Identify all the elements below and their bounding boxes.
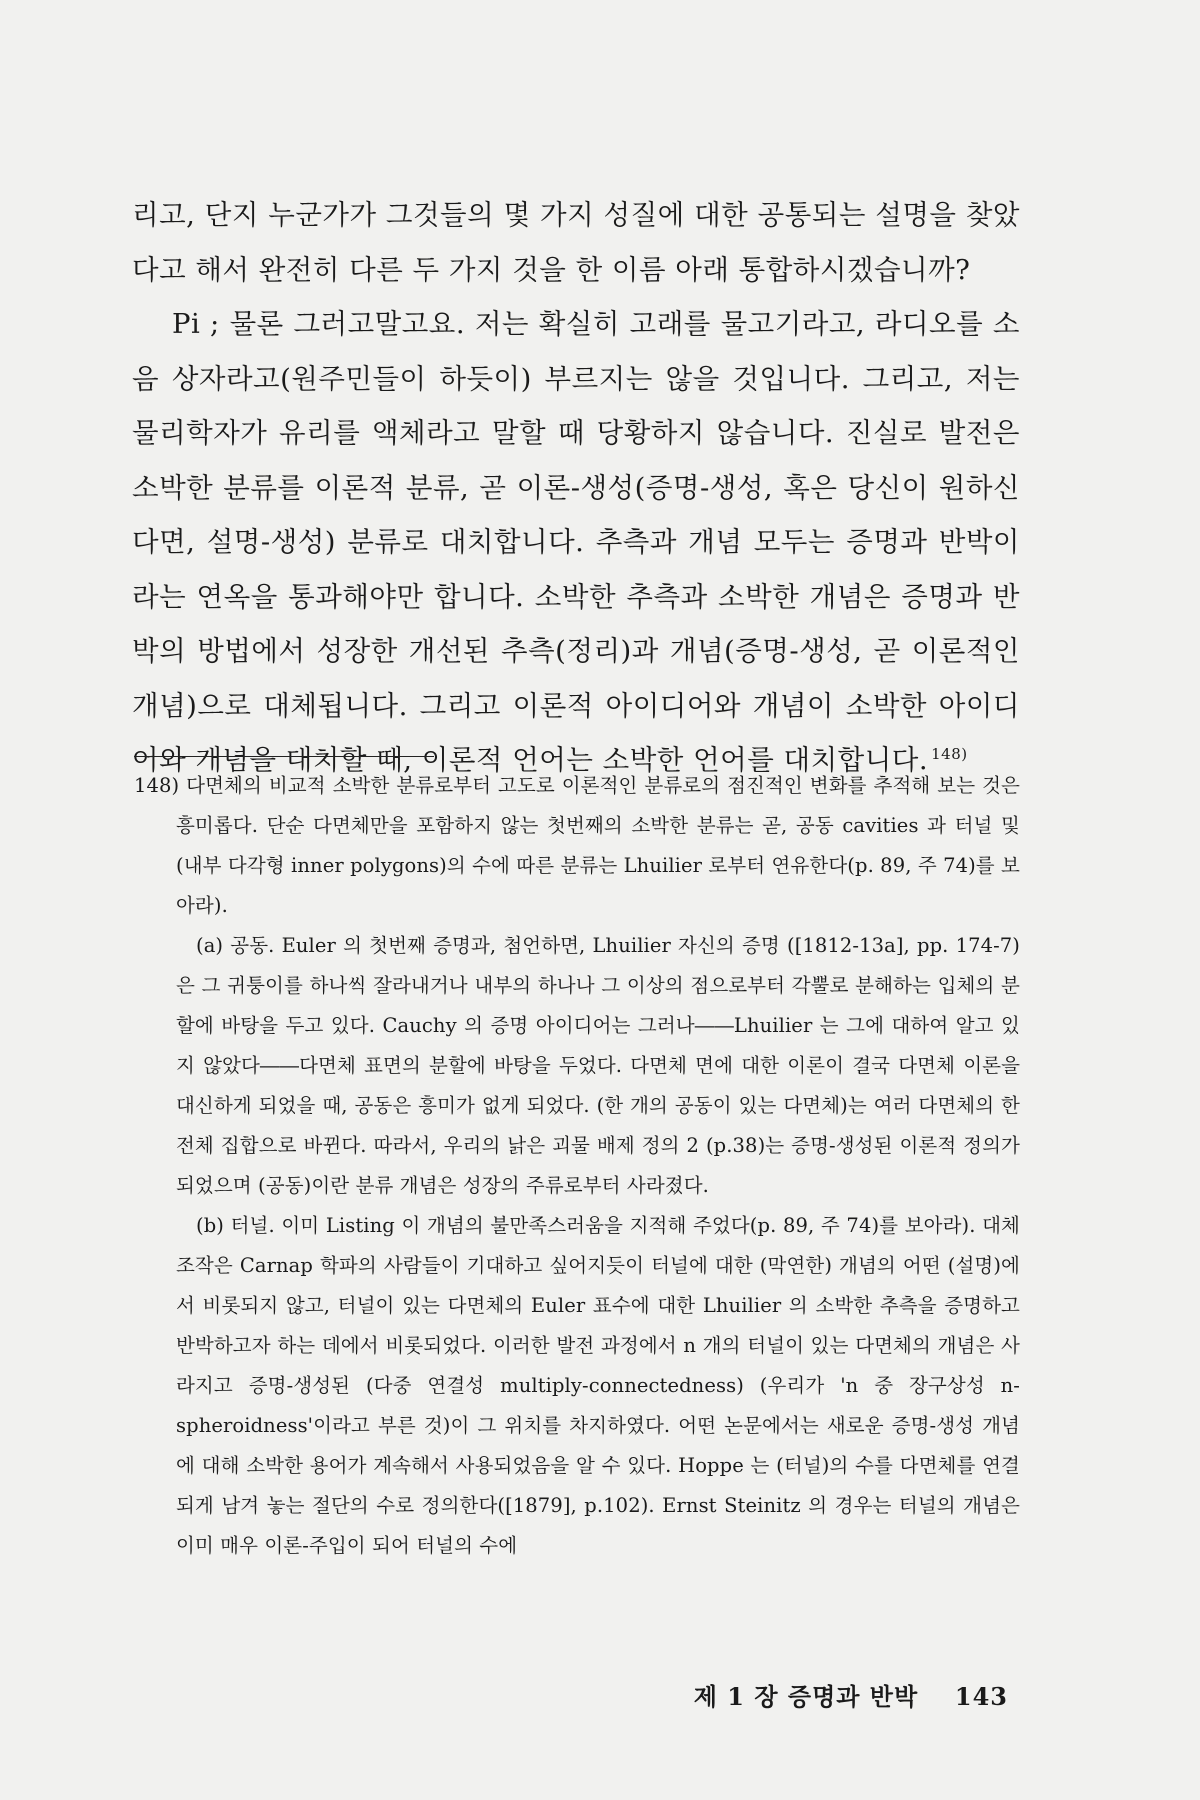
body-paragraph: 리고, 단지 누군가가 그것들의 몇 가지 성질에 대한 공통되는 설명을 찾았다고 해서 완전히 다른 두 가지 것을 한 이름 아래 통합하시겠습니까? <box>132 199 1020 286</box>
page-number: 143 <box>954 1682 1008 1711</box>
footnote-148-b: (b) 터널. 이미 Listing 이 개념의 불만족스러움을 지적해 주었다(p. 89, 주 74)를 보아라). 대체 조작은 Carnap 학파의 사람들이 기대하고 싶어지듯이 터널에 대한 (막연한) 개념의 어떤 (설명)에서 비롯되지 않고, 터널이 있는 다면체의 Euler 표수에 대한 Lhuilier 의 소박한 추측을 증명하고 반박하고자 하는 데에서 비롯되었다. 이러한 발전 과정에서 n 개의 터널이 있는 다면체의 개념은 사라지고 증명-생성된 (다중 연결성 multiply-connectedness) (우리가 'n 중 장구상성 n-spheroidness'이라고 부른 것)이 그 위치를 차지하였다. 어떤 논문에서는 새로운 증명-생성 개념에 대해 소박한 용어가 계속해서 사용되었음을 알 수 있다. Hoppe 는 (터널)의 수를 다면체를 연결되게 남겨 놓는 절단의 수로 정의한다([1879], p.102). Ernst Steinitz 의 경우는 터널의 개념은 이미 매우 이론-주입이 되어 터널의 수에 <box>176 1214 1020 1557</box>
footnote-reference: 148) <box>931 744 968 763</box>
body-paragraph <box>132 297 1020 788</box>
footnote-148-a: (a) 공동. Euler 의 첫번째 증명과, 첨언하면, Lhuilier 자신의 증명 ([1812-13a], pp. 174-7)은 그 귀퉁이를 하나씩 잘라내거나 내부의 하나나 그 이상의 점으로부터 각뿔로 분해하는 입체의 분할에 바탕을 두고 있다. Cauchy 의 증명 아이디어는 그러나――Lhuilier 는 그에 대하여 알고 있지 않았다――다면체 표면의 분할에 바탕을 두었다. 다면체 면에 대한 이론이 결국 다면체 이론을 대신하게 되었을 때, 공동은 흥미가 없게 되었다. (한 개의 공동이 있는 다면체)는 여러 다면체의 한 전체 집합으로 바뀐다. 따라서, 우리의 낡은 괴물 배제 정의 2 (p.38)는 증명-생성된 이론적 정의가 되었으며 (공동)이란 분류 개념은 성장의 주류로부터 사라졌다. <box>176 934 1020 1197</box>
body-paragraph-text: Pi ; 물론 그러고말고요. 저는 확실히 고래를 물고기라고, 라디오를 소음 상자라고(원주민들이 하듯이) 부르지는 않을 것입니다. 그리고, 저는 물리학자가 유리를 액체라고 말할 때 당황하지 않습니다. 진실로 발전은 소박한 분류를 이론적 분류, 곧 이론-생성(증명-생성, 혹은 당신이 원하신다면, 설명-생성) 분류로 대치합니다. 추측과 개념 모두는 증명과 반박이라는 연옥을 통과해야만 합니다. 소박한 추측과 소박한 개념은 증명과 반박의 방법에서 성장한 개선된 추측(정리)과 개념(증명-생성, 곧 이론적인 개념)으로 대체됩니다. 그리고 이론적 아이디어와 개념이 소박한 아이디어와 개념을 대치할 때, 이론적 언어는 소박한 언어를 대치합니다. <box>132 308 1020 776</box>
running-footer <box>694 1677 1008 1712</box>
footnotes <box>134 766 1020 1566</box>
chapter-title: 제 1 장 증명과 반박 <box>693 1682 919 1711</box>
footnote-divider <box>134 756 434 757</box>
main-text <box>132 188 1020 788</box>
footnote-148: 148) 다면체의 비교적 소박한 분류로부터 고도로 이론적인 분류로의 점진적인 변화를 추적해 보는 것은 흥미롭다. 단순 다면체만을 포함하지 않는 첫번째의 소박한 분류는 곧, 공동 cavities 과 터널 및 (내부 다각형 inner polygons)의 수에 따른 분류는 Lhuilier 로부터 연유한다(p. 89, 주 74)를 보아라). <box>134 774 1020 917</box>
